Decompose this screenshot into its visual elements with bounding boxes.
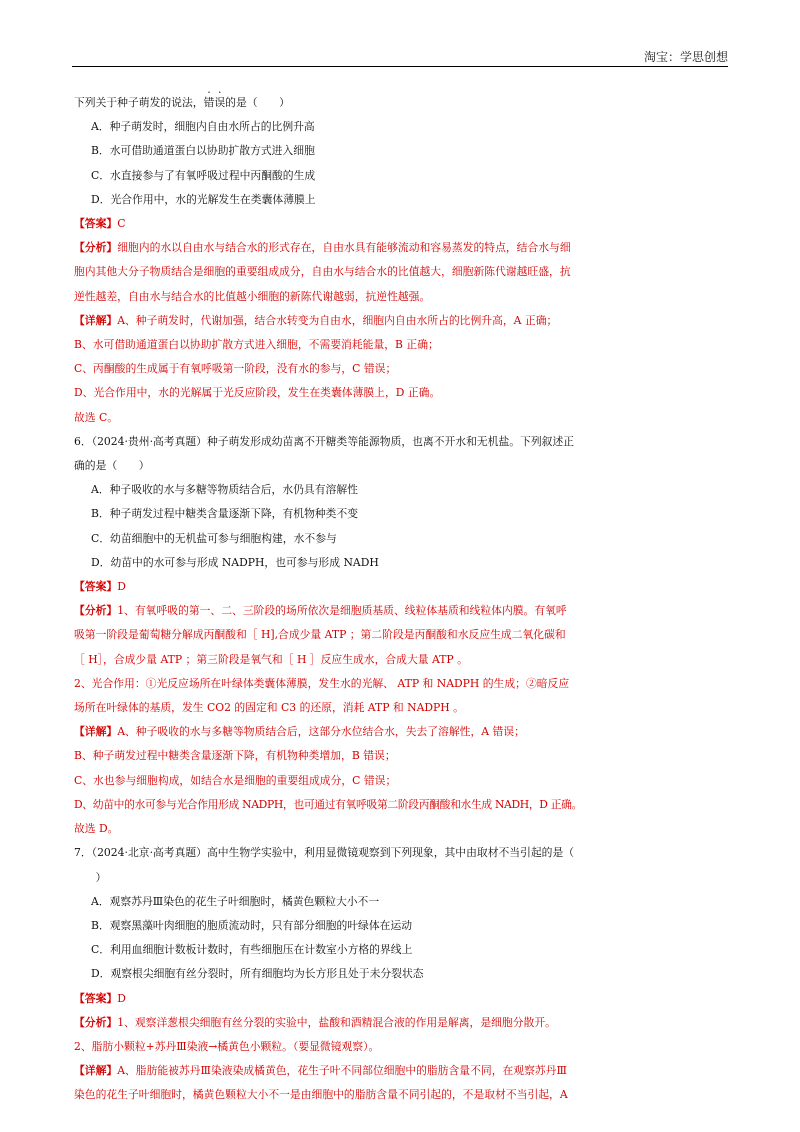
analysis-line: 【分析】1、有氧呼吸的第一、二、三阶段的场所依次是细胞质基质、线粒体基质和线粒体内膜。有氧呼 (74, 604, 567, 618)
option-d: D．观察根尖细胞有丝分裂时，所有细胞均为长方形且处于未分裂状态 (91, 967, 424, 981)
question-stem: 6．（2024·贵州·高考真题）种子萌发形成幼苗离不开糖类等能源物质，也离不开水和无机盐。下列叙述正 (74, 434, 575, 448)
question-stem: ） (74, 870, 107, 884)
answer: 【答案】D (74, 991, 126, 1005)
detail-line: B、种子萌发过程中糖类含量逐渐下降，有机物种类增加，B 错误； (74, 749, 396, 763)
option-b: B．种子萌发过程中糖类含量逐渐下降，有机物种类不变 (91, 507, 359, 521)
detail-line: D、幼苗中的水可参与光合作用形成 NADPH，也可通过有氧呼吸第二阶段丙酮酸和水生成 NADH，D 正确。 (74, 797, 583, 811)
document-body (74, 90, 734, 1108)
analysis-line: 2、脂肪小颗粒+苏丹Ⅲ染液→橘黄色小颗粒。（要显微镜观察）。 (74, 1039, 380, 1053)
option-c: C．水直接参与了有氧呼吸过程中丙酮酸的生成 (91, 168, 316, 182)
detail-line: D、光合作用中，水的光解属于光反应阶段，发生在类囊体薄膜上，D 正确。 (74, 386, 441, 400)
question-stem: 下列关于种子萌发的说法，错误的是（ ） (74, 96, 290, 109)
detail-line: B、水可借助通道蛋白以协助扩散方式进入细胞，不需要消耗能量，B 正确； (74, 338, 439, 352)
detail-line: 故选 C。 (74, 410, 119, 424)
option-c: C．利用血细胞计数板计数时，有些细胞压在计数室小方格的界线上 (91, 943, 413, 957)
option-a: A．种子萌发时，细胞内自由水所占的比例升高 (91, 120, 315, 134)
detail-line: 【详解】A、种子萌发时，代谢加强，结合水转变为自由水，细胞内自由水所占的比例升高，A 正确； (74, 313, 558, 327)
analysis-line: 逆性越差，自由水与结合水的比值越小细胞的新陈代谢越弱，抗逆性越强。 (74, 289, 431, 303)
header-divider (72, 66, 728, 67)
detail-line: 故选 D。 (74, 822, 119, 836)
option-c: C．幼苗细胞中的无机盐可参与细胞构建，水不参与 (91, 531, 337, 545)
option-d: D．光合作用中，水的光解发生在类囊体薄膜上 (91, 192, 316, 206)
option-b: B．观察黑藻叶肉细胞的胞质流动时，只有部分细胞的叶绿体在运动 (91, 918, 413, 932)
detail-line: C、丙酮酸的生成属于有氧呼吸第一阶段，没有水的参与，C 错误； (74, 362, 397, 376)
analysis-line: 【分析】细胞内的水以自由水与结合水的形式存在，自由水具有能够流动和容易蒸发的特点，结合水与细 (74, 241, 571, 255)
question-6 (74, 430, 734, 841)
analysis-line: ［ H］，合成少量 ATP ；第三阶段是氧气和［ H ］反应生成水，合成大量 ATP 。 (74, 652, 468, 666)
emphasis-word: 错误 (203, 96, 226, 109)
question-stem: 7．（2024·北京·高考真题）高中生物学实验中，利用显微镜观察到下列现象，其中由取材不当引起的是（ (74, 846, 575, 860)
analysis-line: 【分析】1、观察洋葱根尖细胞有丝分裂的实验中，盐酸和酒精混合液的作用是解离，是细胞分散开。 (74, 1015, 556, 1029)
detail-line: 【详解】A、脂肪能被苏丹Ⅲ染液染成橘黄色，花生子叶不同部位细胞中的脂肪含量不同，在观察苏丹Ⅲ (74, 1064, 567, 1078)
detail-line: 【详解】A、种子吸收的水与多糖等物质结合后，这部分水位结合水，失去了溶解性，A 错误； (74, 725, 525, 739)
question-7 (74, 841, 734, 1107)
header-brand: 淘宝：学思创想 (643, 50, 728, 64)
analysis-line: 2、光合作用：①光反应场所在叶绿体类囊体薄膜，发生水的光解、 ATP 和 NADPH 的生成；②暗反应 (74, 676, 570, 690)
option-a: A．种子吸收的水与多糖等物质结合后，水仍具有溶解性 (91, 483, 358, 497)
detail-line: C、水也参与细胞构成，如结合水是细胞的重要组成成分，C 错误； (74, 773, 397, 787)
option-a: A．观察苏丹Ⅲ染色的花生子叶细胞时，橘黄色颗粒大小不一 (91, 894, 380, 908)
analysis-line: 吸第一阶段是葡萄糖分解成丙酮酸和［ H],合成少量 ATP ；第二阶段是丙酮酸和水反应生成二氧化碳和 (74, 628, 566, 642)
analysis-line: 胞内其他大分子物质结合是细胞的重要组成成分，自由水与结合水的比值越大，细胞新陈代谢越旺盛，抗 (74, 265, 571, 279)
answer: 【答案】D (74, 580, 126, 594)
option-d: D．幼苗中的水可参与形成 NADPH，也可参与形成 NADH (91, 555, 379, 569)
detail-line: 染色的花生子叶细胞时，橘黄色颗粒大小不一是由细胞中的脂肪含量不同引起的，不是取材不当引起，A (74, 1088, 568, 1102)
option-b: B．水可借助通道蛋白以协助扩散方式进入细胞 (91, 144, 315, 158)
analysis-line: 场所在叶绿体的基质，发生 CO2 的固定和 C3 的还原，消耗 ATP 和 NADPH 。 (74, 701, 464, 715)
answer: 【答案】C (74, 217, 126, 231)
question-5 (74, 90, 734, 430)
question-stem: 确的是（ ） (74, 459, 150, 473)
